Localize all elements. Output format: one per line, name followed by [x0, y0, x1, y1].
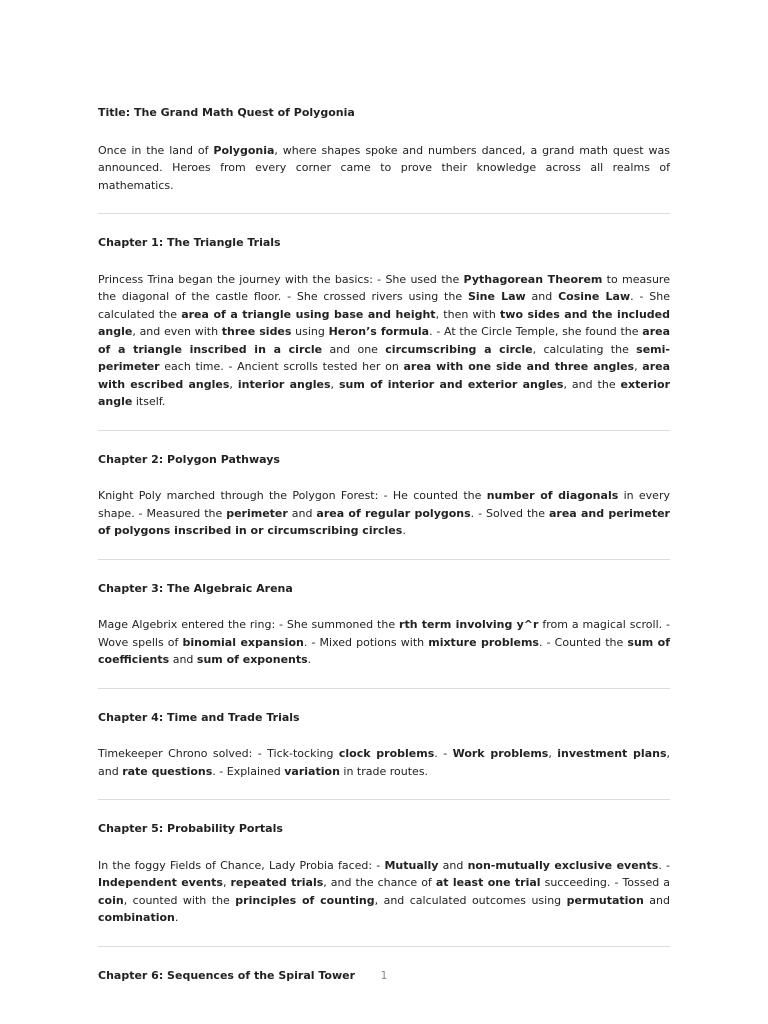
bold-term: rate questions	[122, 764, 213, 778]
bold-term: three sides	[221, 325, 292, 338]
chapter-heading: Chapter 5: Probability Portals	[98, 822, 283, 835]
bold-term: sum of exponents	[196, 653, 308, 666]
bold-term: area and perimeter of polygons inscribed in or circumscribing circles	[98, 506, 670, 537]
bold-term: area of a triangle using base and height	[181, 307, 436, 321]
bold-term: circumscribing a circle	[385, 342, 533, 356]
bold-term: non-mutually exclusive events	[467, 858, 659, 872]
chapter-heading: Chapter 6: Sequences of the Spiral Tower	[98, 968, 356, 982]
chapter-1	[98, 234, 670, 411]
bold-term: investment plans	[557, 747, 667, 760]
section-divider	[98, 430, 670, 431]
chapter-heading: Chapter 2: Polygon Pathways	[98, 452, 280, 466]
chapter-paragraph: Princess Trina began the journey with the basics: - She used the Pythagorean Theorem to measure the diagonal of the castle floor. - She crossed rivers using the Sine Law and Cosine Law. - She calculated the area of a triangle using base and height, then with two sides and the included angle, and even with three sides using Heron’s formula. - At the Circle Temple, she found the area of a triangle inscribed in a circle and one circumscribing a circle, calculating the semi-perimeter each time. - Ancient scrolls tested her on area with one side and three angles, area with escribed angles, interior angles, sum of interior and exterior angles, and the exterior angle itself.	[98, 272, 670, 408]
bold-term: repeated trials	[230, 876, 324, 889]
chapter-4	[98, 709, 670, 781]
chapter-paragraph: In the foggy Fields of Chance, Lady Probia faced: - Mutually and non-mutually exclusive events. - Independent events, repeated trials, and the chance of at least one trial succeeding. - Tossed a coin, counted with the principles of counting, and calculated outcomes using permutation and combination.	[98, 858, 671, 924]
bold-term: exterior angle	[98, 377, 670, 408]
bold-term: rth term involving y^r	[399, 618, 539, 631]
bold-term: combination	[98, 911, 175, 924]
section-divider	[98, 688, 670, 689]
document-page	[98, 104, 670, 1003]
document-title: Title: The Grand Math Quest of Polygonia	[98, 106, 355, 119]
intro-paragraph: Once in the land of Polygonia, where shapes spoke and numbers danced, a grand math quest was announced. Heroes from every corner came to prove their knowledge across all realms of mathematics.	[98, 143, 670, 192]
section-divider	[98, 946, 670, 947]
bold-term: Polygonia	[213, 143, 275, 157]
bold-term: area with escribed angles	[98, 360, 670, 391]
bold-term: mixture problems	[428, 635, 539, 649]
chapter-heading: Chapter 4: Time and Trade Trials	[98, 710, 300, 724]
chapter-3	[98, 580, 670, 669]
section-divider	[98, 559, 670, 560]
bold-term: coin	[98, 893, 124, 907]
bold-term: Work problems	[452, 747, 549, 760]
bold-term: variation	[284, 764, 340, 778]
bold-term: Independent events	[98, 876, 223, 889]
bold-term: Sine Law	[467, 290, 526, 303]
bold-term: permutation	[566, 893, 644, 907]
bold-term: Heron’s formula	[328, 325, 430, 338]
section-divider	[98, 799, 670, 800]
bold-term: sum of interior and exterior angles	[338, 377, 564, 391]
chapter-paragraph: Timekeeper Chrono solved: - Tick-tocking clock problems. - Work problems, investment plans, and rate questions. - Explained variation in trade routes.	[98, 747, 671, 778]
chapter-paragraph: Knight Poly marched through the Polygon Forest: - He counted the number of diagonals in every shape. - Measured the perimeter and area of regular polygons. - Solved the area and perimeter of polygons inscribed in or circumscribing circles.	[98, 489, 670, 537]
bold-term: at least one trial	[435, 876, 541, 889]
section-divider	[98, 213, 670, 214]
bold-term: principles of counting	[235, 893, 375, 907]
bold-term: clock problems	[338, 747, 435, 760]
bold-term: perimeter	[226, 506, 288, 520]
bold-term: area of regular polygons	[316, 506, 471, 520]
bold-term: area of a triangle inscribed in a circle	[98, 325, 670, 356]
bold-term: interior angles	[237, 377, 331, 391]
chapter-heading: Chapter 3: The Algebraic Arena	[98, 581, 293, 595]
chapter-paragraph: Mage Algebrix entered the ring: - She summoned the rth term involving y^r from a magical scroll. - Wove spells of binomial expansion. - Mixed potions with mixture problems. - Counted the sum of coefficients and sum of exponents.	[98, 618, 671, 666]
chapter-heading: Chapter 1: The Triangle Trials	[98, 236, 281, 249]
bold-term: Mutually	[384, 858, 439, 872]
bold-term: sum of coefficients	[98, 635, 671, 666]
page-number: 1	[380, 969, 388, 982]
bold-term: semi-perimeter	[98, 342, 670, 373]
bold-term: binomial expansion	[182, 635, 304, 649]
chapter-2	[98, 451, 670, 540]
chapter-5	[98, 820, 670, 927]
bold-term: Cosine Law	[558, 290, 631, 303]
bold-term: two sides and the included angle	[98, 307, 670, 338]
bold-term: area with one side and three angles	[403, 360, 635, 373]
bold-term: Pythagorean Theorem	[463, 272, 603, 286]
bold-term: number of diagonals	[486, 489, 619, 502]
